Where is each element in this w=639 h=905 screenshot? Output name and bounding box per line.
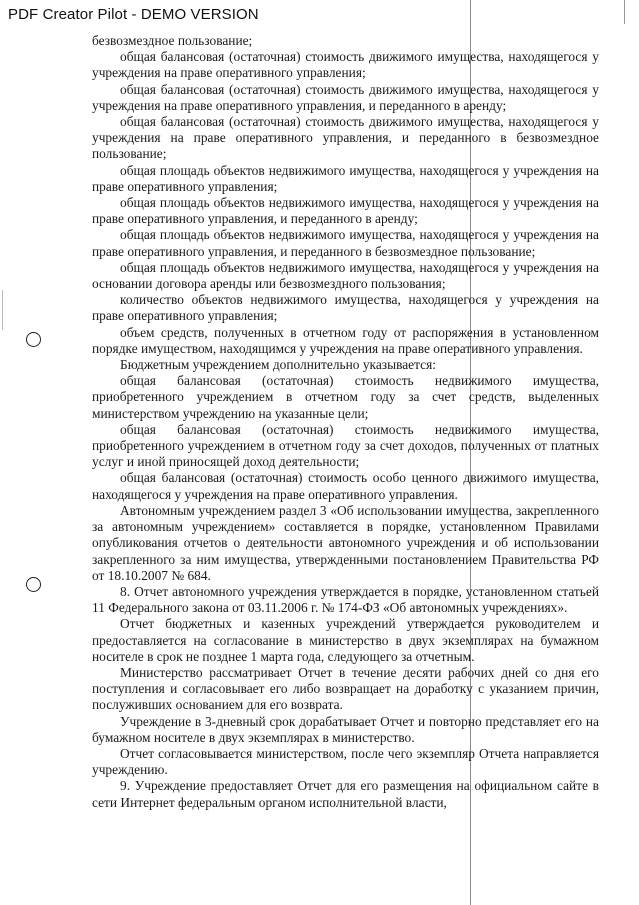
paragraph: общая площадь объектов недвижимого имущества, находящегося у учреждения на основании договора аренды или безвозмездного пользования; bbox=[92, 259, 599, 292]
punch-hole-icon bbox=[26, 577, 41, 592]
paragraph: количество объектов недвижимого имущества, находящегося у учреждения на праве оперативного управления; bbox=[92, 292, 599, 324]
paragraph: безвозмездное пользование; bbox=[92, 33, 253, 48]
scan-edge-mark bbox=[2, 290, 3, 330]
paragraph: общая балансовая (остаточная) стоимость движимого имущества, находящегося у учреждения на праве оперативного управления, и переданного в аренду; bbox=[92, 81, 599, 113]
paragraph: общая балансовая (остаточная) стоимость движимого имущества, находящегося у учреждения на праве оперативного управления, и переданного в безвозмездное пользование; bbox=[92, 114, 599, 162]
paragraph: Отчет бюджетных и казенных учреждений утверждается руководителем и предоставляется на согласование в министерство в двух экземплярах на бумажном носителе в срок не позднее 1 марта года, следующего за отчетным. bbox=[92, 616, 599, 664]
paragraph: общая балансовая (остаточная) стоимость недвижимого имущества, приобретенного учреждением в отчетном году за счет средств, выделенных министерством учреждению на указанные цели; bbox=[92, 373, 599, 421]
paragraph: 8. Отчет автономного учреждения утверждается в порядке, установленном статьей 11 Федерального закона от 03.11.2006 г. № 174-ФЗ «Об автономных учреждениях». bbox=[92, 583, 599, 616]
paragraph: общая площадь объектов недвижимого имущества, находящегося у учреждения на праве оперативного управления; bbox=[92, 162, 599, 194]
punch-hole-icon bbox=[26, 332, 41, 347]
paragraph: общая балансовая (остаточная) стоимость движимого имущества, находящегося у учреждения на праве оперативного управления; bbox=[92, 49, 599, 81]
paragraph: общая площадь объектов недвижимого имущества, находящегося у учреждения на праве оперативного управления, и переданного в аренду; bbox=[92, 195, 599, 227]
paragraph: 9. Учреждение предоставляет Отчет для его размещения на официальном сайте в сети Интернет федеральным органом исполнительной власти, bbox=[92, 778, 599, 810]
paragraph: Министерство рассматривает Отчет в течение десяти рабочих дней со дня его поступления и согласовывает его либо возвращает на доработку с указанием причин, послуживших основанием для его возврата. bbox=[92, 664, 599, 713]
paragraph: общая балансовая (остаточная) стоимость недвижимого имущества, приобретенного учреждением в отчетном году за счет доходов, полученных от платных услуг и иной приносящей доход деятельности; bbox=[92, 421, 599, 470]
paragraph: Бюджетным учреждением дополнительно указывается: bbox=[120, 357, 436, 373]
paragraph: общая площадь объектов недвижимого имущества, находящегося у учреждения на праве оперативного управления, и переданного в безвозмездное пользование; bbox=[92, 227, 599, 259]
paragraph: объем средств, полученных в отчетном году от распоряжения в установленном порядке имуществом, находящимся у учреждения на праве оперативного управления. bbox=[92, 324, 599, 356]
paragraph: общая балансовая (остаточная) стоимость особо ценного движимого имущества, находящегося у учреждения на праве оперативного управления. bbox=[92, 470, 599, 502]
demo-watermark: PDF Creator Pilot - DEMO VERSION bbox=[8, 6, 259, 23]
scan-fold-line bbox=[624, 0, 625, 24]
paragraph: Учреждение в 3-дневный срок дорабатывает Отчет и повторно представляет его на бумажном носителе в двух экземплярах в министерство. bbox=[92, 713, 599, 745]
document-page bbox=[92, 33, 599, 811]
paragraph: Отчет согласовывается министерством, после чего экземпляр Отчета направляется учреждению. bbox=[92, 745, 599, 778]
paragraph: Автономным учреждением раздел 3 «Об использовании имущества, закрепленного за автономным учреждением» составляется в порядке, установленном Правилами опубликования отчетов о деятельности автономного учреждения и об использовании закрепленного за ним имущества, утвержденными постановлением Правительства РФ от 18.10.2007 № 684. bbox=[92, 502, 599, 583]
